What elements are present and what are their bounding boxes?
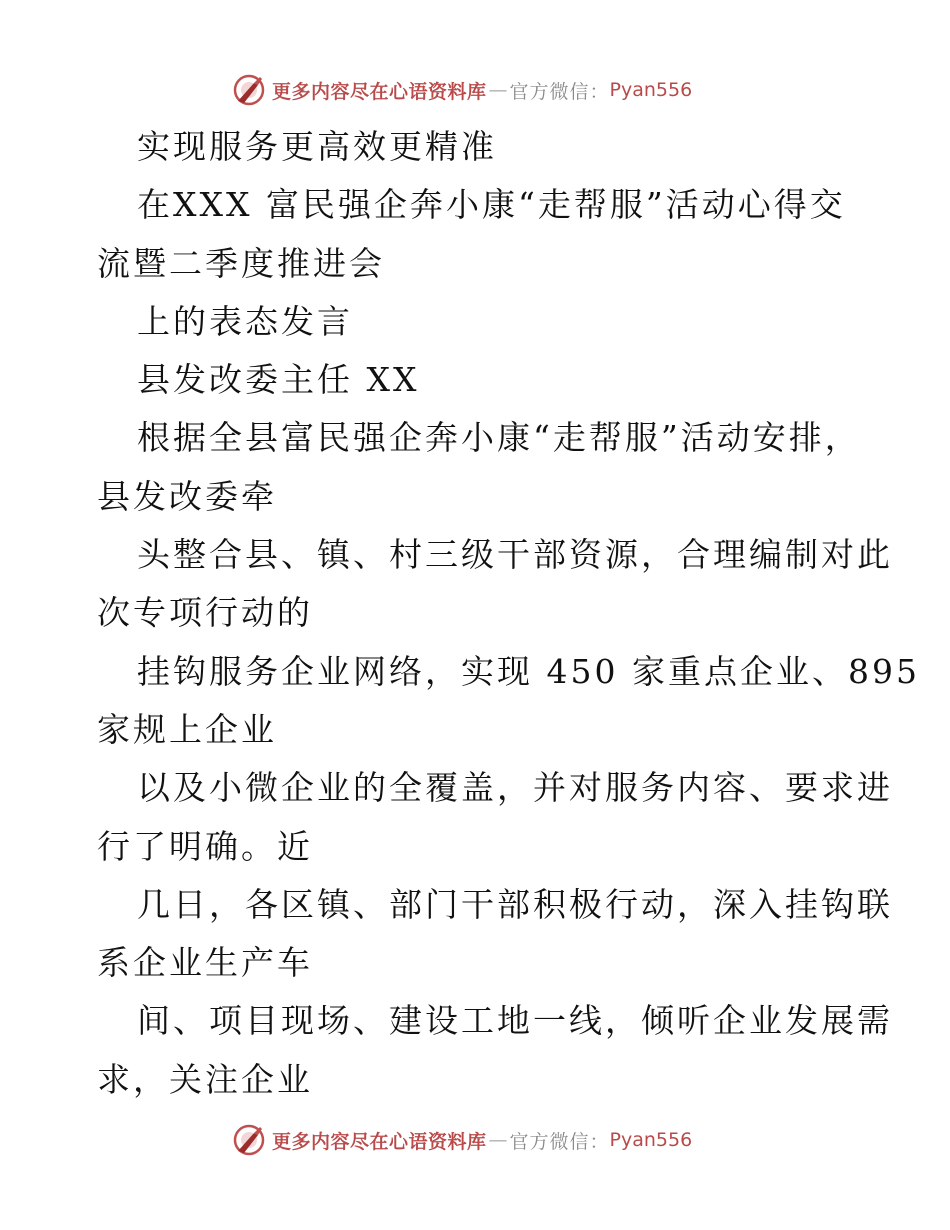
text-line: 在XXX 富民强企奔小康“走帮服”活动心得交 <box>137 185 846 225</box>
site-name: 更多内容尽在心语资料库 <box>272 80 487 103</box>
wechat-label: 官方微信： <box>509 1130 610 1153</box>
text-line: 县发改委牵 <box>97 476 277 516</box>
text-line: 几日，各区镇、部门干部积极行动，深入挂钩联 <box>137 884 893 924</box>
brush-logo-icon <box>232 1123 266 1157</box>
text-line: 行了明确。近 <box>97 826 313 866</box>
site-name: 更多内容尽在心语资料库 <box>272 1130 487 1153</box>
text-line: 上的表态发言 <box>137 301 353 341</box>
text-line: 头整合县、镇、村三级干部资源，合理编制对此 <box>137 535 893 575</box>
text-line: 实现服务更高效更精准 <box>137 127 497 166</box>
text-line: 求，关注企业 <box>97 1059 313 1099</box>
text-line: 间、项目现场、建设工地一线，倾听企业发展需 <box>137 1001 893 1041</box>
banner-separator: — <box>488 79 508 101</box>
text-line: 次专项行动的 <box>97 593 313 633</box>
wechat-label: 官方微信： <box>509 80 610 103</box>
text-line: 以及小微企业的全覆盖，并对服务内容、要求进 <box>137 768 893 808</box>
document-body <box>97 118 920 1109</box>
text-line: 系企业生产车 <box>97 943 313 983</box>
brush-logo-icon <box>232 73 266 107</box>
text-line: 县发改委主任 XX <box>137 360 420 400</box>
banner-separator: — <box>488 1129 508 1151</box>
footer-banner <box>232 1121 692 1159</box>
wechat-account: Pyan556 <box>609 79 693 101</box>
header-banner <box>232 71 692 109</box>
text-line: 根据全县富民强企奔小康“走帮服”活动安排， <box>137 418 861 458</box>
text-line: 家规上企业 <box>97 709 277 749</box>
text-line: 流暨二季度推进会 <box>97 243 385 283</box>
wechat-account: Pyan556 <box>609 1129 693 1151</box>
text-line: 挂钩服务企业网络，实现 450 家重点企业、895 <box>137 651 920 691</box>
